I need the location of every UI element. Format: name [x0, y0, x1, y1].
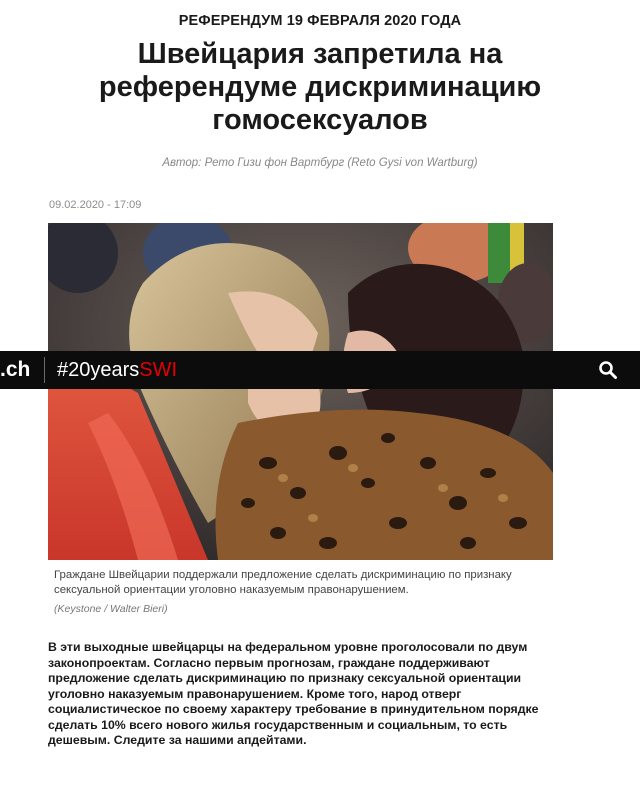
- article-headline: Швейцария запретила на референдуме дискриминацию гомосексуалов: [98, 38, 542, 136]
- article-kicker: РЕФЕРЕНДУМ 19 ФЕВРАЛЯ 2020 ГОДА: [178, 13, 462, 29]
- campaign-hashtag[interactable]: [57, 359, 177, 382]
- updates-link[interactable]: Следите за нашими апдейтами.: [113, 733, 307, 747]
- hashtag-accent: SWI: [139, 359, 178, 381]
- article-byline[interactable]: Автор: Рето Гизи фон Вартбург (Reto Gysi von Wartburg): [162, 157, 478, 169]
- hashtag-prefix: #20years: [57, 359, 140, 381]
- site-logo[interactable]: .ch: [0, 358, 31, 381]
- image-caption: Граждане Швейцарии поддержали предложение сделать дискриминацию по признаку сексуальной ориентации уголовно наказуемым правонарушением.: [54, 569, 512, 596]
- search-icon[interactable]: [598, 360, 618, 380]
- article-lead: [48, 640, 548, 749]
- site-navbar: [0, 351, 640, 389]
- lead-text: В эти выходные швейцарцы на федеральном уровне проголосовали по двум законопроектам. Согласно первым прогнозам, граждане поддерживают предложение сделать дискриминацию по признаку сексуальной ориентации уголовно наказуемым правонарушением. Кроме того, народ отверг социалистическое по своему характеру требование в принудительном порядке сделать 10% всего нового жилья государственным и социальным, то есть дешевым.: [48, 640, 539, 747]
- article-photo: [48, 223, 553, 560]
- image-credit: (Keystone / Walter Bieri): [54, 603, 168, 615]
- article-date: 09.02.2020 - 17:09: [49, 199, 142, 211]
- navbar-divider: [44, 357, 45, 383]
